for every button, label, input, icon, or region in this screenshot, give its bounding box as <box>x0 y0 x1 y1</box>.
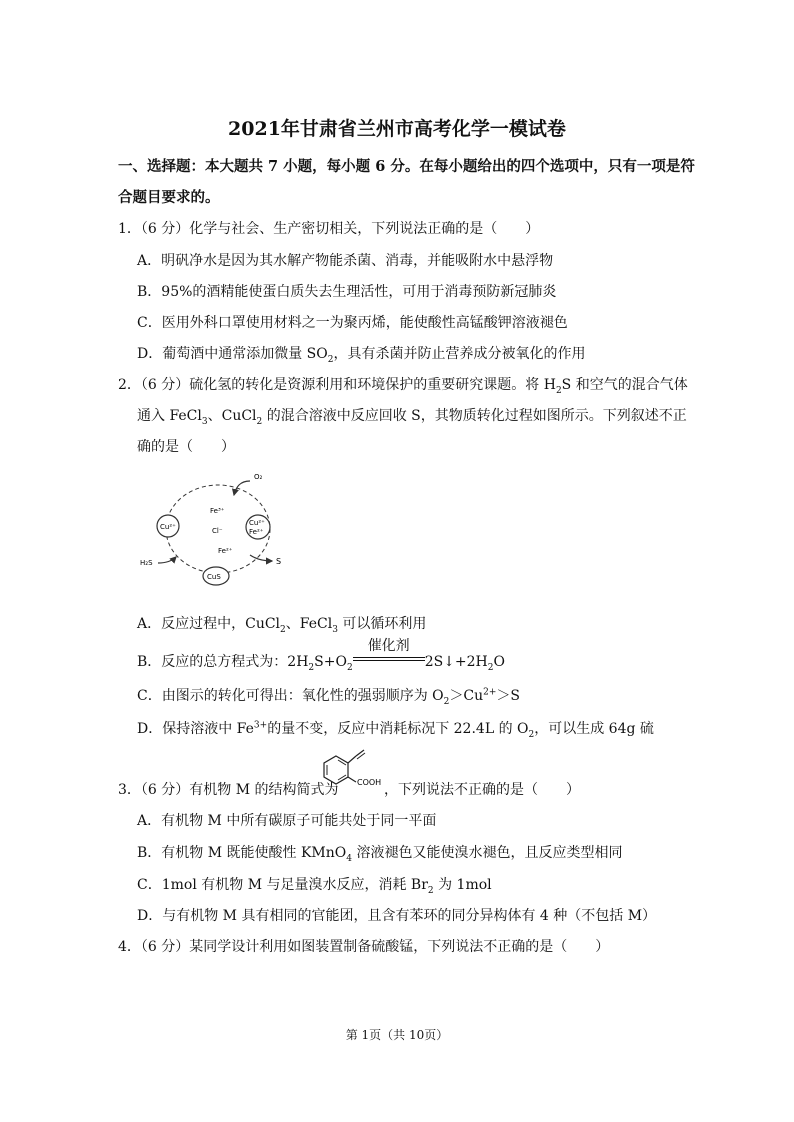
q3-option-b: B．有机物 M 既能使酸性 KMnO$_4$ 溶液褪色又能使溴水褪色，且反应类型相同 <box>137 845 623 864</box>
catalyst-label: 催化剂 <box>367 638 410 654</box>
fe3-center-label: Fe³⁺ <box>210 507 225 515</box>
cl-label: Cl⁻ <box>212 527 223 535</box>
page-footer: 第 1页（共 10页） <box>345 1028 449 1042</box>
q3-stem-part2: ，下列说法不正确的是（ ） <box>384 782 580 798</box>
q1-option-d: D．葡萄酒中通常添加微量 $SO_2$，具有杀菌并防止营养成分被氧化的作用 <box>137 346 586 365</box>
section-heading-line1: 一、选择题：本大题共 7 小题，每小题 6 分。在每小题给出的四个选项中，只有一项是符 <box>118 158 695 175</box>
q1-option-a: A．明矾净水是因为其水解产物能杀菌、消毒，并能吸附水中悬浮物 <box>137 253 554 269</box>
structure-formula-m <box>318 744 384 794</box>
o2-label: O₂ <box>254 473 263 481</box>
s-label: S <box>276 557 282 566</box>
q2-option-a: A．反应过程中，CuCl$_2$、FeCl$_3$ 可以循环利用 <box>137 616 427 635</box>
h2s-arrow <box>158 557 176 563</box>
q4-stem: 4．（6 分）某同学设计利用如图装置制备硫酸锰，下列说法不正确的是（ ） <box>118 939 610 955</box>
cu2-left-label: Cu²⁺ <box>160 523 176 531</box>
q3-option-a: A．有机物 M 中所有碳原子可能共处于同一平面 <box>137 813 437 829</box>
q2-option-d: D．保持溶液中 $Fe^{3+}$的量不变，反应中消耗标况下 22.4L 的 $O_2$，可以生成 64g 硫 <box>137 720 654 740</box>
vinyl-bond <box>348 756 356 763</box>
cu2-right-label: Cu²⁺ <box>249 519 265 527</box>
o2-arrow <box>234 481 250 495</box>
catalyst-equals-sign <box>353 638 425 669</box>
q3-option-d: D．与有机物 M 具有相同的官能团，且含有苯环的同分异构体有 4 种（不包括 M） <box>137 908 657 924</box>
section-heading-line2: 合题目要求的。 <box>118 189 220 206</box>
q1-option-b: B．95%的酒精能使蛋白质失去生理活性，可用于消毒预防新冠肺炎 <box>137 284 557 300</box>
q2-stem-line2: 通入 FeCl$_3$、CuCl$_2$ 的混合溶液中反应回收 S，其物质转化过程如图所示。下列叙述不正 <box>137 408 687 427</box>
q1-stem: 1．（6 分）化学与社会、生产密切相关，下列说法正确的是（ ） <box>118 221 540 237</box>
q2-option-c: C．由图示的转化可得出：氧化性的强弱顺序为 $O_2>Cu^{2+}>S$ <box>137 687 520 707</box>
h2s-label: H₂S <box>140 559 153 567</box>
page-title: 2021年甘肃省兰州市高考化学一模试卷 <box>228 118 566 140</box>
carboxyl-bond <box>348 777 356 782</box>
q3-stem-part1: 3．（6 分）有机物 M 的结构简式为 <box>118 782 339 798</box>
cus-label: CuS <box>207 573 221 581</box>
s-arrow <box>250 555 272 561</box>
cooh-label: COOH <box>357 778 382 787</box>
q2-stem-line3: 确的是（ ） <box>137 439 235 455</box>
q2-option-b: B．反应的总方程式为：$2H_2S+O_2$ 催化剂 $2S↓+2H_2O$ <box>137 649 505 673</box>
q2-stem-line1: 2．（6 分）硫化氢的转化是资源利用和环境保护的重要研究课题。将 $H_2S$ 和空气的混合气体 <box>118 377 688 396</box>
q3-option-c: C．1mol 有机物 M 与足量溴水反应，消耗 $Br_2$ 为 1mol <box>137 877 492 896</box>
benzene-ring <box>324 756 348 784</box>
fe2-right-label: Fe²⁺ <box>249 528 264 536</box>
conversion-cycle-diagram <box>132 465 302 590</box>
fe2-center-label: Fe²⁺ <box>218 547 233 555</box>
q1-option-c: C．医用外科口罩使用材料之一为聚丙烯，能使酸性高锰酸钾溶液褪色 <box>137 315 568 331</box>
